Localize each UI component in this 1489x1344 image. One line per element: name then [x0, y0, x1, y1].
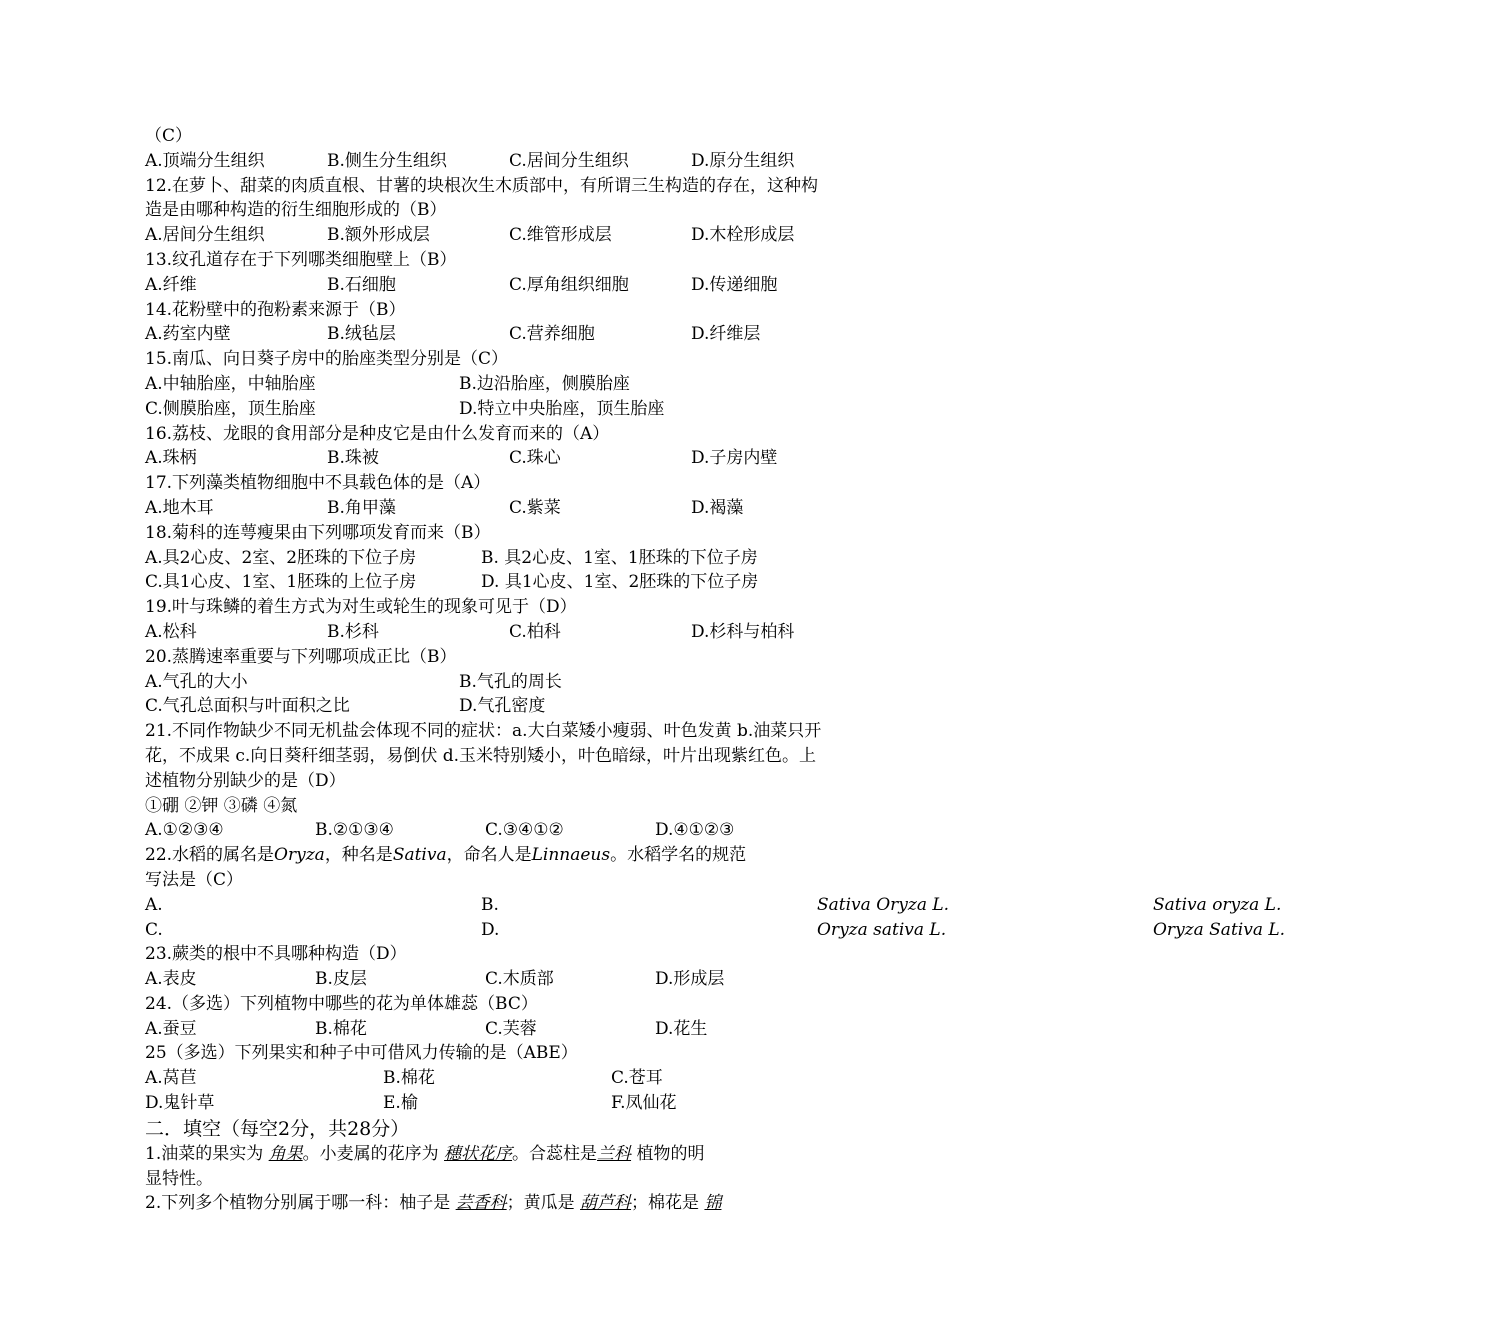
option: D.④①②③	[655, 820, 735, 841]
option: A.莴苣	[145, 1068, 197, 1089]
option: B.石细胞	[327, 274, 396, 295]
fill1-line2: 显特性。	[145, 1168, 213, 1189]
option: B.棉花	[315, 1018, 367, 1039]
option: A.表皮	[145, 969, 197, 990]
option: D.子房内壁	[691, 448, 778, 469]
option: C.居间分生组织	[509, 150, 629, 171]
q25-stem: 25（多选）下列果实和种子中可借风力传输的是（ABE）	[145, 1043, 578, 1064]
q18-stem: 18.菊科的连萼瘦果由下列哪项发育而来（B）	[145, 522, 491, 543]
q21-options	[145, 818, 825, 843]
q18-options-row1	[145, 546, 825, 571]
q25-options-row1	[145, 1066, 825, 1091]
option: B.皮层	[315, 969, 367, 990]
q18-options-row2	[145, 570, 825, 595]
option: B.气孔的周长	[459, 671, 562, 692]
option: D.鬼针草	[145, 1093, 215, 1114]
option: D.褐藻	[691, 497, 744, 518]
option: D. Oryza Sativa L.	[481, 919, 1286, 940]
option: C.珠心	[509, 448, 561, 469]
option: C.苍耳	[611, 1068, 663, 1089]
fill1-line1: 1.油菜的果实为 角果。小麦属的花序为 穗状花序。合蕊柱是兰科 植物的明	[145, 1143, 705, 1164]
q24-stem: 24.（多选）下列植物中哪些的花为单体雄蕊（BC）	[145, 993, 538, 1014]
q19-options	[145, 620, 825, 645]
q22-stem-line2: 写法是（C）	[145, 869, 244, 890]
option: D.传递细胞	[691, 274, 778, 295]
option: A.珠柄	[145, 448, 197, 469]
q22-stem: 22.水稻的属名是Oryza，种名是Sativa，命名人是Linnaeus。水稻学名的规范	[145, 845, 747, 866]
option: A.地木耳	[145, 497, 214, 518]
option: C.③④①②	[485, 820, 564, 841]
fill-answer: 芸香科	[455, 1193, 507, 1214]
answer-continuation: （C）	[145, 126, 193, 146]
option: A.松科	[145, 621, 197, 642]
option: B. Sativa oryza L.	[481, 894, 1282, 915]
q13-stem: 13.纹孔道存在于下列哪类细胞壁上（B）	[145, 249, 457, 270]
q15-options-row2	[145, 397, 825, 422]
option: A.气孔的大小	[145, 671, 248, 692]
option: B.额外形成层	[327, 225, 430, 246]
q17-options	[145, 496, 825, 521]
option: B.珠被	[327, 448, 379, 469]
q15-options-row1	[145, 372, 825, 397]
q24-options	[145, 1017, 825, 1042]
option: A. Sativa Oryza L.	[145, 894, 950, 915]
q15-stem: 15.南瓜、向日葵子房中的胎座类型分别是（C）	[145, 349, 509, 370]
option: D.纤维层	[691, 324, 761, 345]
fill2-line1: 2.下列多个植物分别属于哪一科：柚子是 芸香科；黄瓜是 葫芦科；棉花是 锦	[145, 1193, 722, 1214]
q16-stem: 16.荔枝、龙眼的食用部分是种皮它是由什么发育而来的（A）	[145, 423, 610, 444]
q16-options	[145, 446, 825, 471]
option: D.形成层	[655, 969, 725, 990]
author-name: Linnaeus	[531, 845, 611, 866]
option: B.角甲藻	[327, 497, 396, 518]
option: B. 具2心皮、1室、1胚珠的下位子房	[481, 547, 758, 568]
q23-options	[145, 967, 825, 992]
option: A.具2心皮、2室、2胚珠的下位子房	[145, 547, 417, 568]
option: C.具1心皮、1室、1胚珠的上位子房	[145, 572, 417, 593]
option: C.气孔总面积与叶面积之比	[145, 696, 350, 717]
species-name: Sativa	[392, 845, 447, 866]
option: F.凤仙花	[611, 1093, 677, 1114]
option: A.①②③④	[145, 820, 224, 841]
exam-content	[145, 124, 1286, 1216]
q13-options	[145, 273, 825, 298]
q21-stem: 21.不同作物缺少不同无机盐会体现不同的症状：a.大白菜矮小瘦弱、叶色发黄 b.油菜只开花，不成果 c.向日葵秆细茎弱，易倒伏 d.玉米特别矮小，叶色暗绿，叶片出现紫红色。上述植物分别缺少的是（D）	[145, 721, 822, 791]
option: B.侧生分生组织	[327, 150, 447, 171]
option: B.绒毡层	[327, 324, 396, 345]
option: C.维管形成层	[509, 225, 612, 246]
q20-options-row2	[145, 694, 825, 719]
q11-options	[145, 149, 825, 174]
option: D.木栓形成层	[691, 225, 795, 246]
q21-elements: ①硼 ②钾 ③磷 ④氮	[145, 795, 298, 816]
option: C.侧膜胎座，顶生胎座	[145, 398, 316, 419]
option: A.药室内壁	[145, 324, 231, 345]
q17-stem: 17.下列藻类植物细胞中不具载色体的是（A）	[145, 473, 491, 494]
q12-options	[145, 223, 825, 248]
option: B.边沿胎座，侧膜胎座	[459, 373, 630, 394]
fill-answer: 锦	[704, 1193, 722, 1214]
q14-options	[145, 322, 825, 347]
option: B.棉花	[383, 1068, 435, 1089]
option: A.纤维	[145, 274, 197, 295]
option: E.榆	[383, 1093, 418, 1114]
option: C.营养细胞	[509, 324, 595, 345]
option: A.居间分生组织	[145, 225, 265, 246]
fill-answer: 兰科	[597, 1143, 632, 1164]
option: C.芙蓉	[485, 1018, 537, 1039]
option: C. Oryza sativa L.	[145, 919, 947, 940]
option: B.杉科	[327, 621, 379, 642]
q20-stem: 20.蒸腾速率重要与下列哪项成正比（B）	[145, 646, 457, 667]
option: C.紫菜	[509, 497, 561, 518]
option: D. 具1心皮、1室、2胚珠的下位子房	[481, 572, 759, 593]
q23-stem: 23.蕨类的根中不具哪种构造（D）	[145, 944, 407, 965]
option: D.特立中央胎座，顶生胎座	[459, 398, 665, 419]
option: C.木质部	[485, 969, 554, 990]
option: D.花生	[655, 1018, 708, 1039]
fill-answer: 葫芦科	[580, 1193, 632, 1214]
option: A.顶端分生组织	[145, 150, 265, 171]
fill-answer: 角果	[268, 1143, 303, 1164]
q12-stem: 12.在萝卜、甜菜的肉质直根、甘薯的块根次生木质部中，有所谓三生构造的存在，这种构造是由哪种构造的衍生细胞形成的（B）	[145, 175, 819, 221]
option: D.杉科与柏科	[691, 621, 795, 642]
option: C.柏科	[509, 621, 561, 642]
option: A.中轴胎座，中轴胎座	[145, 373, 316, 394]
q19-stem: 19.叶与珠鳞的着生方式为对生或轮生的现象可见于（D）	[145, 597, 577, 618]
q22-options-row1	[145, 893, 1282, 918]
option: B.②①③④	[315, 820, 394, 841]
section-heading: 二．填空（每空2分，共28分）	[145, 1117, 410, 1140]
q20-options-row1	[145, 670, 825, 695]
option: D.原分生组织	[691, 150, 795, 171]
genus-name: Oryza	[274, 845, 325, 866]
option: A.蚕豆	[145, 1018, 197, 1039]
option: D.气孔密度	[459, 696, 546, 717]
q14-stem: 14.花粉壁中的孢粉素来源于（B）	[145, 299, 406, 320]
q22-options-row2	[145, 918, 1286, 943]
option: C.厚角组织细胞	[509, 274, 629, 295]
q25-options-row2	[145, 1091, 825, 1116]
fill-answer: 穗状花序	[444, 1143, 513, 1164]
